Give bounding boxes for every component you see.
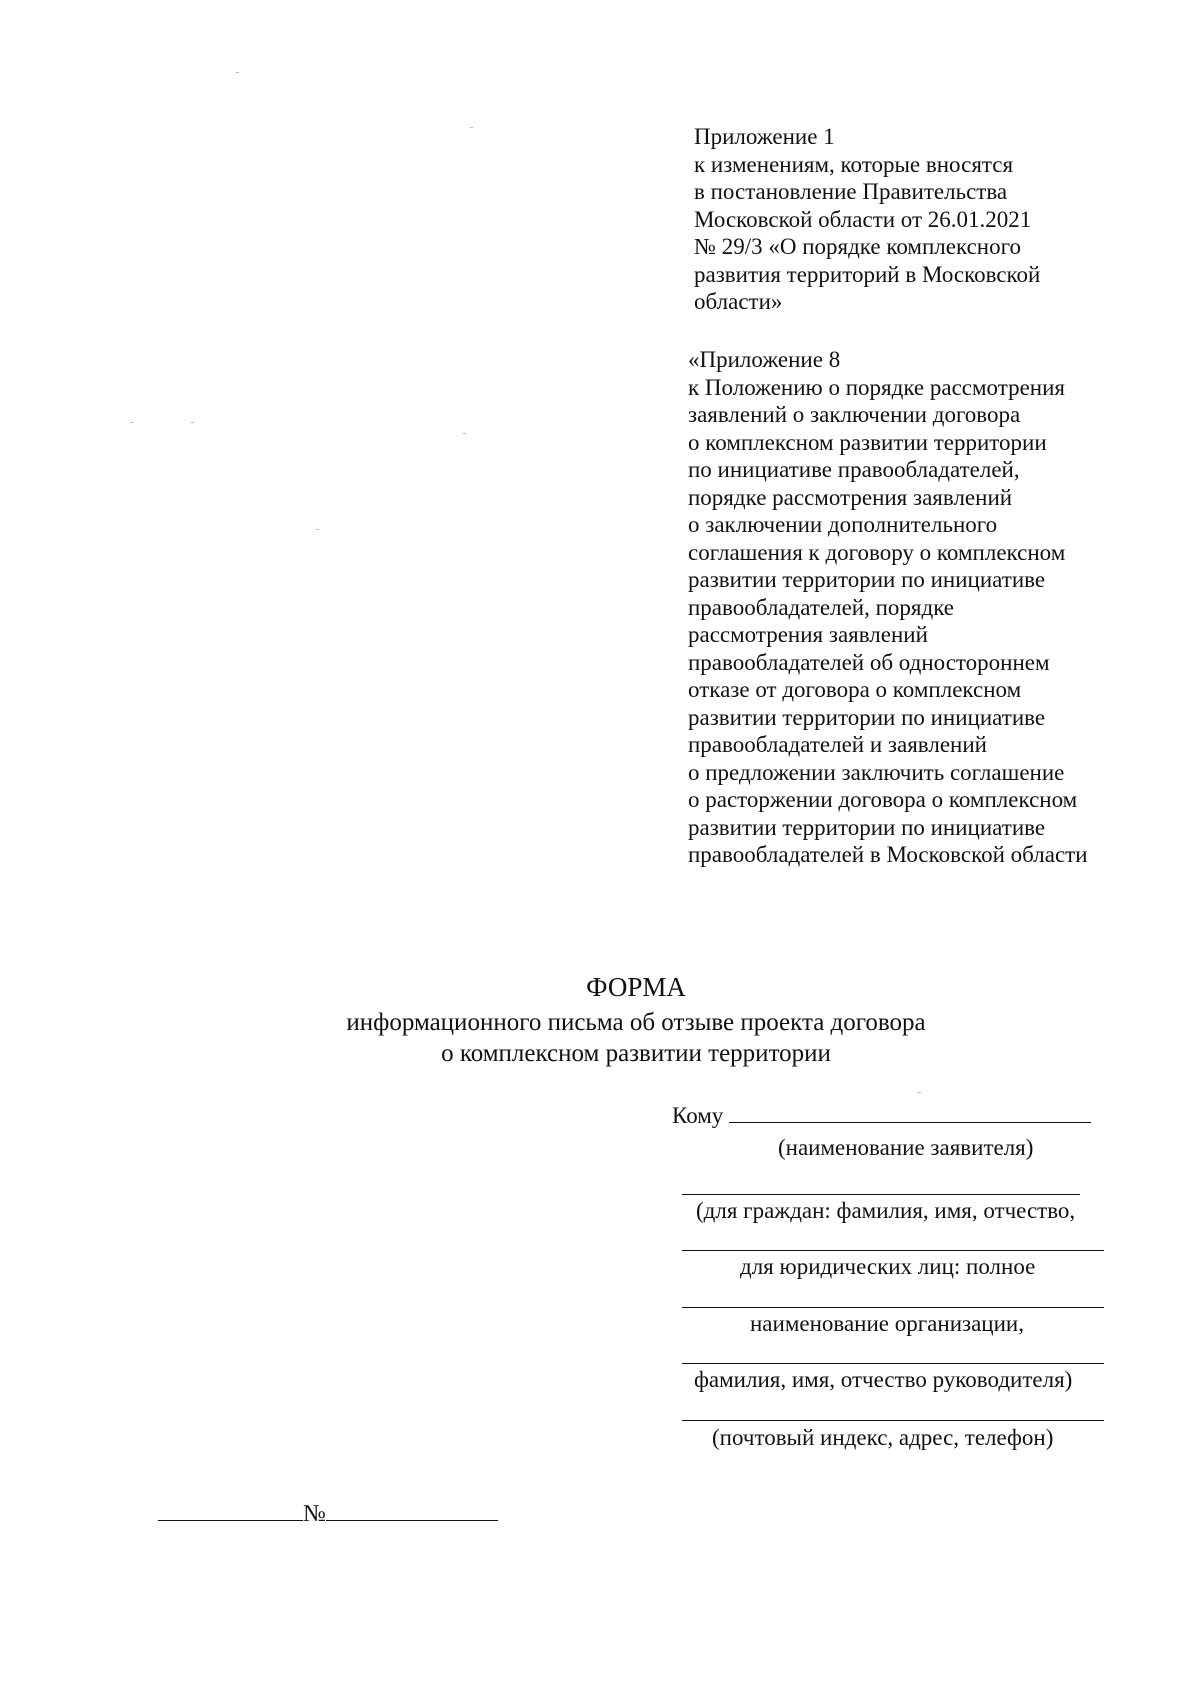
- annex-8-line: о предложении заключить соглашение: [688, 759, 1065, 785]
- annex-8-line: правообладателей и заявлений: [688, 732, 987, 757]
- recipient-caption: (почтовый индекс, адрес, телефон): [712, 1425, 1054, 1450]
- recipient-caption: для юридических лиц: полное: [740, 1254, 1036, 1279]
- scan-speck: [470, 127, 473, 128]
- scan-speck: [191, 422, 194, 423]
- scan-speck: [463, 433, 466, 434]
- annex-8-line: «Приложение 8: [688, 347, 841, 372]
- annex-8-line: отказе от договора о комплексном: [688, 677, 1022, 702]
- recipient-caption: (наименование заявителя): [778, 1135, 1034, 1160]
- annex-8-line: порядке рассмотрения заявлений: [688, 484, 1013, 510]
- annex-1-line: области»: [694, 289, 783, 314]
- recipient-caption: (для граждан: фамилия, имя, отчество,: [696, 1198, 1076, 1223]
- annex-1-line: Московской области от 26.01.2021: [694, 206, 1032, 232]
- recipient-line-field[interactable]: [682, 1420, 1104, 1421]
- scan-speck: [918, 1092, 921, 1093]
- annex-8-line: соглашения к договору о комплексном: [688, 539, 1066, 565]
- annex-1-line: в постановление Правительства: [694, 179, 1008, 204]
- form-title: ФОРМА: [586, 972, 686, 1002]
- form-subtitle-line: о комплексном развитии территории: [441, 1040, 831, 1067]
- annex-8-line: развитии территории по инициативе: [688, 704, 1046, 730]
- recipient-line-field[interactable]: [682, 1194, 1080, 1195]
- recipient-to-row: [672, 1100, 1091, 1130]
- recipient-caption: фамилия, имя, отчество руководителя): [694, 1367, 1073, 1392]
- annex-8-line: заявлений о заключении договора: [688, 402, 1021, 427]
- annex-8-line: развитии территории по инициативе: [688, 567, 1046, 592]
- annex-8-header: [688, 346, 1088, 869]
- scan-speck: [130, 422, 133, 423]
- scan-speck: [316, 529, 319, 530]
- recipient-name-field[interactable]: [729, 1100, 1091, 1123]
- annex-8-line: о заключении дополнительного: [688, 512, 998, 537]
- annex-8-line: о комплексном развитии территории: [688, 429, 1047, 455]
- number-sign: №: [303, 1501, 326, 1527]
- document-number-row: [158, 1496, 498, 1529]
- annex-1-line: № 29/3 «О порядке комплексного: [694, 234, 1021, 259]
- annex-8-line: правообладателей в Московской области: [688, 842, 1088, 867]
- annex-1-header: [694, 123, 1040, 316]
- form-subtitle-line: информационного письма об отзыве проекта договора: [346, 1009, 926, 1036]
- recipient-to-label: Кому: [672, 1103, 724, 1128]
- annex-1-line: развития территорий в Московской: [694, 261, 1041, 287]
- document-date-field[interactable]: [158, 1496, 303, 1521]
- recipient-caption: наименование организации,: [750, 1311, 1024, 1336]
- recipient-line-field[interactable]: [682, 1307, 1104, 1308]
- annex-8-line: рассмотрения заявлений: [688, 622, 928, 647]
- annex-1-line: к изменениям, которые вносятся: [694, 151, 1014, 177]
- annex-1-line: Приложение 1: [694, 124, 835, 149]
- scan-speck: [236, 72, 239, 73]
- annex-8-line: к Положению о порядке рассмотрения: [688, 374, 1065, 400]
- recipient-line-field[interactable]: [682, 1363, 1104, 1364]
- annex-8-line: правообладателей, порядке: [688, 594, 955, 620]
- annex-8-line: по инициативе правообладателей,: [688, 457, 1020, 482]
- form-subtitle: [0, 1007, 1200, 1069]
- annex-8-line: правообладателей об одностороннем: [688, 649, 1050, 675]
- annex-8-line: развитии территории по инициативе: [688, 814, 1046, 840]
- recipient-line-field[interactable]: [682, 1250, 1104, 1251]
- annex-8-line: о расторжении договора о комплексном: [688, 787, 1078, 812]
- document-number-field[interactable]: [326, 1496, 498, 1521]
